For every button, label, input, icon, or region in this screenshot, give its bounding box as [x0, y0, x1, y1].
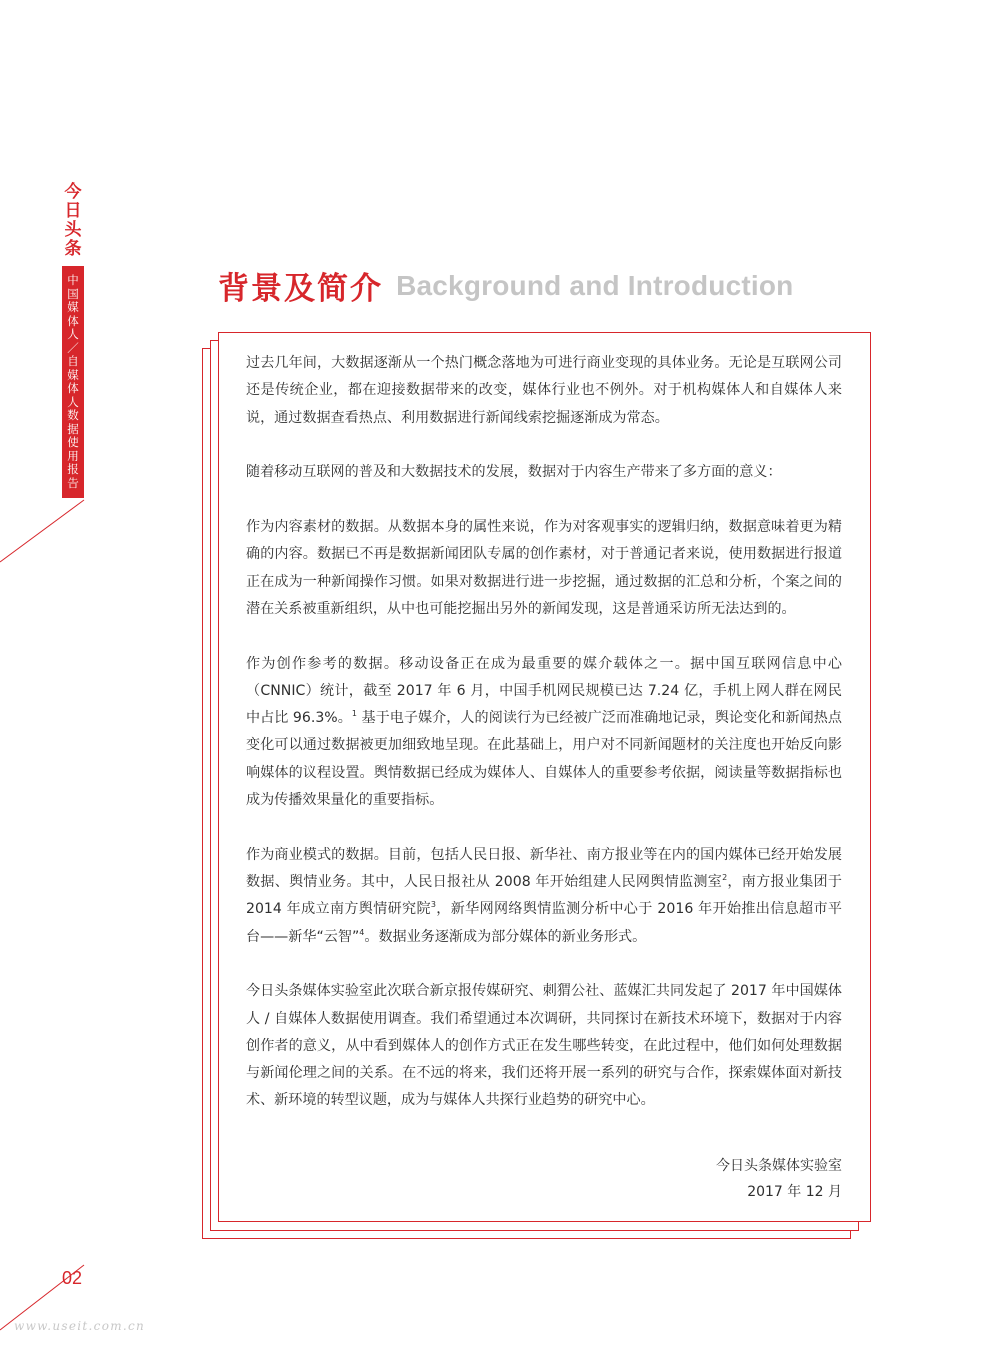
tagline-char: 体: [67, 313, 79, 328]
tagline-char: 自: [67, 354, 79, 368]
signature-org: 今日头条媒体实验室: [716, 1158, 842, 1174]
brand-char: 日: [64, 201, 82, 221]
tagline-char: 用: [67, 448, 79, 463]
footnote-marker: 1: [351, 709, 357, 719]
tagline-char: 体: [67, 381, 79, 395]
tagline-char: 报: [67, 462, 79, 476]
tagline-char: 人: [67, 327, 79, 341]
paragraph-text: 作为商业模式的数据。目前，包括人民日报、新华社、南方报业等在内的国内媒体已经开始发展数据、舆情业务。其中，人民日报社从 2008 年开始组建人民网舆情监测室: [246, 846, 842, 891]
tagline-char: 媒: [67, 300, 79, 314]
tagline-char: 告: [67, 475, 79, 490]
brand-char: 头: [64, 220, 82, 240]
paragraph-text: ，新华网网络舆情监测分析中心于 2016 年开始推出信息超市平台——新华“云智”: [246, 901, 842, 945]
paragraph-content-material: 作为内容素材的数据。从数据本身的属性来说，作为对客观事实的逻辑归纳，数据意味着更为精确的内容。数据已不再是数据新闻团队专属的创作素材，对于普通记者来说，使用数据进行报道正在成为一种新闻操作习惯。如果对数据进行进一步挖掘，通过数据的汇总和分析，个案之间的潜在关系被重新组织，从中也可能挖掘出另外的新闻发现，这是普通采访所无法达到的。: [246, 518, 842, 617]
paragraph-text: 作为创作参考的数据。移动设备正在成为最重要的媒介载体之一。据中国互联网信息中心（CNNIC）统计，截至 2017 年 6 月，中国手机网民规模已达 7.24 亿，手机上网人群在网民中占比 96.3%。: [246, 655, 842, 727]
tagline-char: 数: [67, 408, 79, 422]
section-heading: [218, 263, 793, 308]
brand-char: 条: [64, 239, 82, 259]
paragraph-survey: 今日头条媒体实验室此次联合新京报传媒研究、刺猬公社、蓝媒汇共同发起了 2017 年中国媒体人 / 自媒体人数据使用调查。我们希望通过本次调研，共同探讨在新技术环境下，数据对于内容创作者的意义，从中看到媒体人的创作方式正在发生哪些转变，在此过程中，他们如何处理数据与新闻伦理之间的关系。在不远的将来，我们还将开展一系列的研究与合作，探索媒体面对新技术、新环境的转型议题，成为与媒体人共探行业趋势的研究中心。: [246, 983, 842, 1109]
paragraph-significance: 随着移动互联网的普及和大数据技术的发展，数据对于内容生产带来了多方面的意义：: [246, 464, 782, 481]
tagline-char: 中: [67, 273, 79, 287]
signature-block: [716, 1153, 842, 1205]
brand-vertical-title: [62, 183, 84, 259]
paragraph-text: 。数据业务逐渐成为部分媒体的新业务形式。: [364, 928, 647, 945]
tagline-char: ／: [67, 340, 79, 355]
tagline-char: 人: [67, 394, 79, 409]
heading-title-zh: 背景及简介: [218, 271, 383, 307]
footnote-marker: 2: [722, 873, 728, 883]
tagline-char: 据: [67, 421, 79, 436]
tagline-char: 国: [67, 286, 79, 301]
paragraph-text: ，南方报业集团于 2014 年成立南方舆情研究院: [246, 874, 843, 918]
body-text: [246, 350, 842, 1142]
paragraph-creative-reference: [246, 651, 842, 815]
tagline-char: 使: [67, 435, 79, 449]
watermark: www.useit.com.cn: [14, 1319, 146, 1333]
brand-char: 今: [64, 182, 82, 202]
footnote-marker: 4: [359, 927, 365, 937]
paragraph-business-model: [246, 842, 842, 951]
footnote-marker: 3: [430, 900, 436, 910]
paragraph-text: 基于电子媒介，人的阅读行为已经被广泛而准确地记录，舆论变化和新闻热点变化可以通过数据被更加细致地呈现。在此基础上，用户对不同新闻题材的关注度也开始反向影响媒体的议程设置。舆情数据已经成为媒体人、自媒体人的重要参考依据，阅读量等数据指标也成为传播效果量化的重要指标。: [246, 710, 842, 809]
paragraph-intro: 过去几年间，大数据逐渐从一个热门概念落地为可进行商业变现的具体业务。无论是互联网公司还是传统企业，都在迎接数据带来的改变，媒体行业也不例外。对于机构媒体人和自媒体人来说，通过数据查看热点、利用数据进行新闻线索挖掘逐渐成为常态。: [246, 355, 842, 426]
report-tagline-vertical: [62, 266, 84, 498]
signature-date: 2017 年 12 月: [747, 1184, 842, 1200]
tagline-char: 媒: [67, 367, 79, 382]
page-number: 02: [62, 1268, 83, 1288]
heading-title-en: Background and Introduction: [396, 269, 794, 301]
